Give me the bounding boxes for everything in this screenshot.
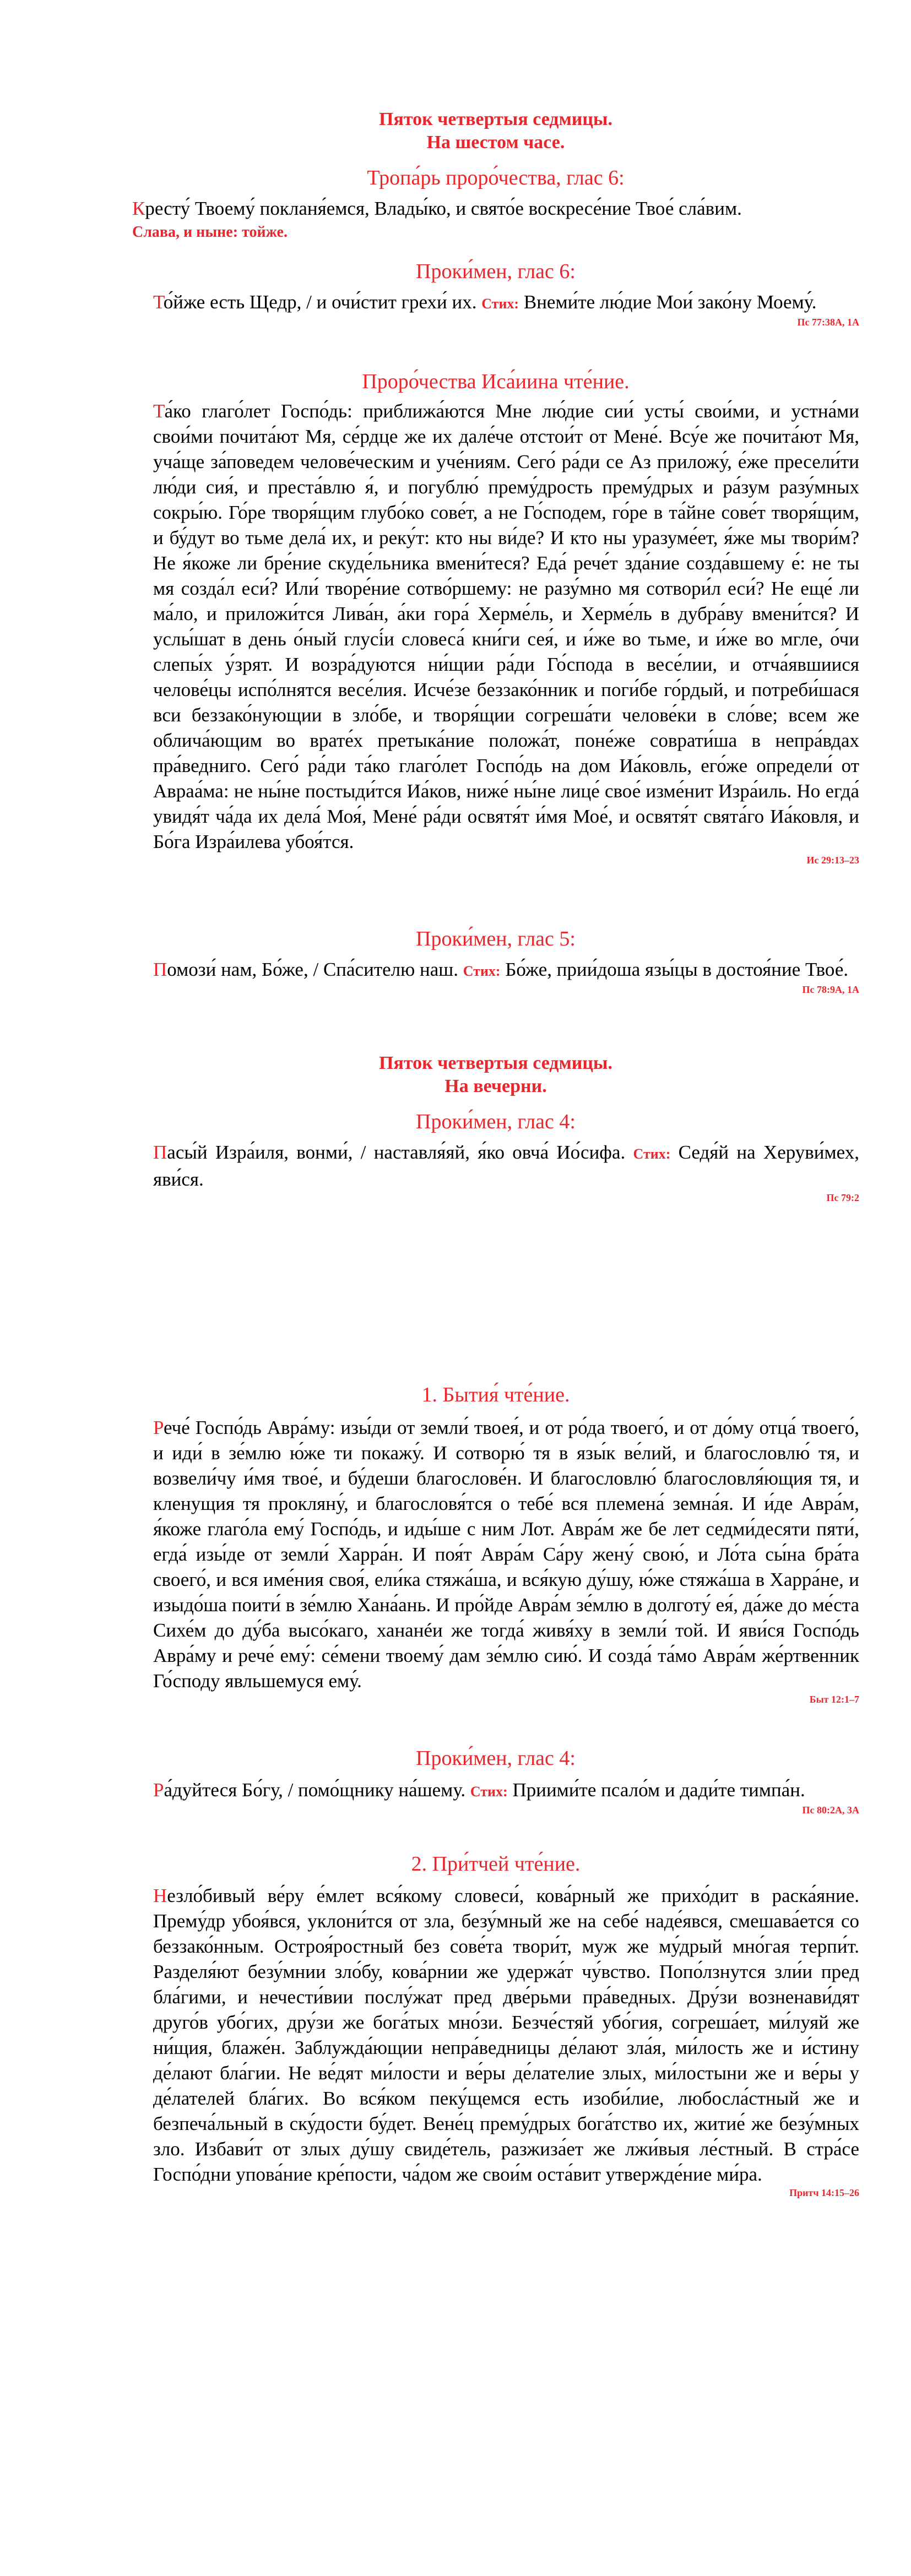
troparion-heading: Тропа́рь проро́чества, глас 6:: [367, 166, 625, 189]
prokimen-body: омози́ нам, Бо́же, / Спа́сителю наш.: [167, 959, 458, 980]
slava-note: Слава, и ныне: тойже.: [132, 224, 288, 241]
prokimen-heading: Проки́мен, глас 5:: [416, 927, 576, 950]
stix-text: Бо́же, прии́доша язы́цы в достоя́ние Твое́.: [505, 959, 849, 980]
stix-label: Стих:: [470, 1784, 508, 1800]
reading-text: [132, 1883, 859, 2187]
stix-label: Стих:: [633, 1146, 671, 1162]
stix-text: Внеми́те лю́дие Мои́ зако́ну Моему́.: [523, 291, 817, 313]
prokimen-heading: Проки́мен, глас 6:: [416, 260, 576, 283]
drop-letter: Р: [153, 1417, 164, 1438]
drop-letter: П: [153, 1142, 167, 1163]
section-subtitle: На вечерни.: [444, 1076, 547, 1096]
section-title: Пяток четвертыя седмицы.: [379, 109, 612, 129]
reading-text: [132, 399, 859, 855]
drop-letter: Р: [153, 1779, 164, 1801]
prokimen-text: [132, 290, 859, 317]
stix-text: Седя́й на Херуви́мех, яви́ся.: [153, 1142, 860, 1190]
reading-text: [132, 1415, 859, 1694]
drop-letter: Н: [153, 1885, 167, 1906]
reading-heading: Проро́чества Иса́иина чте́ние.: [362, 370, 630, 393]
reading-body: а́ко глаго́лет Госпо́дь: приближа́ются Мне лю́дие сии́ усты́ свои́ми, и устна́ми свои́ми почита́ют Мя, се́рдце же их дале́че отстои́т от Мене́. Всу́е же почита́ют Мя, уча́ще за́поведем челове́ческим и уче́ниям. Сего́ ра́ди се Аз приложу́, е́же пресели́ти лю́ди сия́, и преста́влю я́, и погублю́ прему́дрость прему́дрых и ра́зум разу́мных сокры́ю. Го́ре творя́щим глубо́ко сове́т, а не Го́сподем, го́ре в та́йне сове́т творя́щим, и бу́дут во тьме дела́ их, и реку́т: кто ны ви́де? И кто ны уразуме́ет, я́же мы твори́м? Не я́коже ли бре́ние скуде́льника вмени́теся? Еда́ рече́т зда́ние созда́вшему е́: не ты мя созда́л еси́? Или́ творе́ние сотво́ршему: не разу́мно мя сотвори́л еси́? Не еще́ ли ма́ло, и приложи́тся Лива́н, а́ки гора́ Херме́ль, и Херме́ль в дубра́ву вмени́тся? И услы́шат в день о́ный глусі́и словеса́ кни́ги сея́, и и́же во тьме, и и́же во мгле, о́чи слепы́х у́зрят. И возра́дуются ни́щии ра́ди Го́спода в весе́лии, и отча́явшиися челове́цы испо́лнятся весе́лия. Исче́зе беззако́нник и поги́бе го́рдый, и потреби́шася вси беззако́нующии в зло́бе, и творя́щии согреша́ти челове́ки в сло́ве; всем же облича́ющим во врате́х претыка́ние положа́т, поне́же соврати́ша в непра́вдах пра́ведниго. Сего́ ра́ди та́ко глаго́лет Госпо́дь на дом Иа́ковль, его́же определи́ от Авраа́ма: не ны́не постыди́тся Иа́ков, ниже́ ны́не лице́ свое́ изме́нит Изра́иль. Но егда́ увидя́т ча́да их дела́ Моя́, Мене́ ра́ди освятя́т и́мя Мое́, и освятя́т свята́го Иа́ковля, и Бо́га Изра́илева убоя́тся.: [153, 400, 859, 852]
scripture-reference: Пс 79:2: [826, 1192, 859, 1203]
prokimen-body: о́йже есть Щедр, / и очи́стит грехи́ их.: [163, 291, 477, 313]
reading-heading: 2. При́тчей чте́ние.: [411, 1852, 581, 1876]
stix-label: Стих:: [481, 296, 519, 312]
scripture-reference: Ис 29:13–23: [806, 855, 859, 866]
prokimen-body: а́дуйтеся Бо́гу, / помо́щнику на́шему.: [164, 1779, 466, 1801]
prokimen-body: асы́й Изра́иля, вонми́, / наставля́яй, я́ко овча́ Ио́сифа.: [167, 1142, 626, 1163]
reading-body: езло́бивый ве́ру е́млет вся́кому словеси́, кова́рный же прихо́дит в раска́яние. Прему́др убоя́вся, уклони́тся от зла, безу́мный же на себе́ наде́явся, смешава́ется со беззако́нным. Остроя́ростный без сове́та твори́т, муж же му́дрый мно́гая терпи́т. Разделя́ют безу́мнии зло́бу, кова́рнии же удержа́т чу́вство. Попо́лзнутся зли́и пред бла́гими, и нечести́вии послу́жат пред две́рьми пра́ведных. Дру́зи возненави́дят друго́в убо́гих, дру́зи же бога́тых мно́зи. Безче́стяй убо́гия, согреша́ет, ми́луяй же ни́щия, блаже́н. Заблужда́ющии непра́ведницы де́лают зла́я, ми́лость же и и́стину де́лают бла́гии. Не ве́дят ми́лости и ве́ры де́лателие злых, ми́лостыни же и ве́ры у де́лателей бла́гих. Во вся́ком пеку́щемся есть изоби́лие, любосла́стный же и безпеча́льный в ску́дости бу́дет. Вене́ц прему́дрых бога́тство их, житие́ же безу́мных зло. Избави́т от злых ду́шу свиде́тель, разжиза́ет же лжи́выя ле́стный. В стра́се Госпо́дни упова́ние кре́пости, ча́дом же свои́м оста́вит утвержде́ние ми́ра.: [153, 1885, 859, 2185]
prokimen-heading: Проки́мен, глас 4:: [416, 1110, 576, 1133]
scripture-reference: Пс 80:2А, 3А: [802, 1805, 859, 1816]
section-subtitle: На шестом часе.: [426, 132, 565, 153]
prokimen-text: [132, 1140, 859, 1192]
scripture-reference: Быт 12:1–7: [809, 1694, 859, 1705]
prokimen-text: [132, 957, 859, 984]
stix-label: Стих:: [463, 963, 501, 979]
reading-body: ече́ Госпо́дь Авра́му: изы́ди от земли́ твоея́, и от ро́да твоего́, и от до́му отца́ твоего́, и иди́ в зе́млю ю́же ти покажу́. И сотворю́ тя в язы́к ве́лий, и благословлю́ тя, и возвели́чу и́мя твое́, и бу́деши благослове́н. И благословлю́ благословля́ющия тя, и кленущия тя прокляну́, и благословя́тся о тебе́ вся племена́ земна́я. И и́де Авра́м, я́коже глаго́ла ему́ Госпо́дь, и иды́ше с ним Лот. Авра́м же бе лет седми́десяти пяти́, егда́ изы́де от земли́ Харра́н. И поя́т Авра́м Са́ру жену́ свою́, и Ло́та сы́на бра́та своего́, и вся име́ния своя́, ели́ка стяжа́ша, и вся́кую ду́шу, ю́же стяжа́ша в Харра́не, и изыдо́ша поити́ в зе́млю Хана́ань. И про́йде Авра́м зе́млю в долготу́ ея́, да́же до ме́ста Сихе́м до ду́ба высо́каго, хананéи же тогда́ живя́ху в земли́ той. И яви́ся Госпо́дь Авра́му и рече́ ему́: се́мени твоему́ дам зе́млю сию́. И созда́ та́мо Авра́м же́ртвенник Го́споду явльшемуся ему́.: [153, 1417, 859, 1692]
drop-letter: Т: [153, 400, 165, 422]
drop-letter: К: [132, 198, 145, 219]
scripture-reference: Притч 14:15–26: [789, 2187, 859, 2198]
drop-letter: Т: [153, 291, 164, 313]
prokimen-text: [132, 1778, 859, 1805]
reading-heading: 1. Бытия́ чте́ние.: [421, 1383, 570, 1406]
stix-text: Приими́те псало́м и дади́те тимпа́н.: [512, 1779, 805, 1801]
prokimen-heading: Проки́мен, глас 4:: [416, 1747, 576, 1770]
drop-letter: П: [153, 959, 167, 980]
scripture-reference: Пс 77:38А, 1А: [797, 317, 859, 328]
troparion-body: ресту́ Твоему́ покланя́емся, Влады́ко, и свято́е воскресе́ние Твое́ сла́вим.: [145, 198, 742, 219]
section-title: Пяток четвертыя седмицы.: [379, 1053, 612, 1073]
scripture-reference: Пс 78:9А, 1А: [802, 984, 859, 995]
troparion-text: [132, 196, 859, 221]
